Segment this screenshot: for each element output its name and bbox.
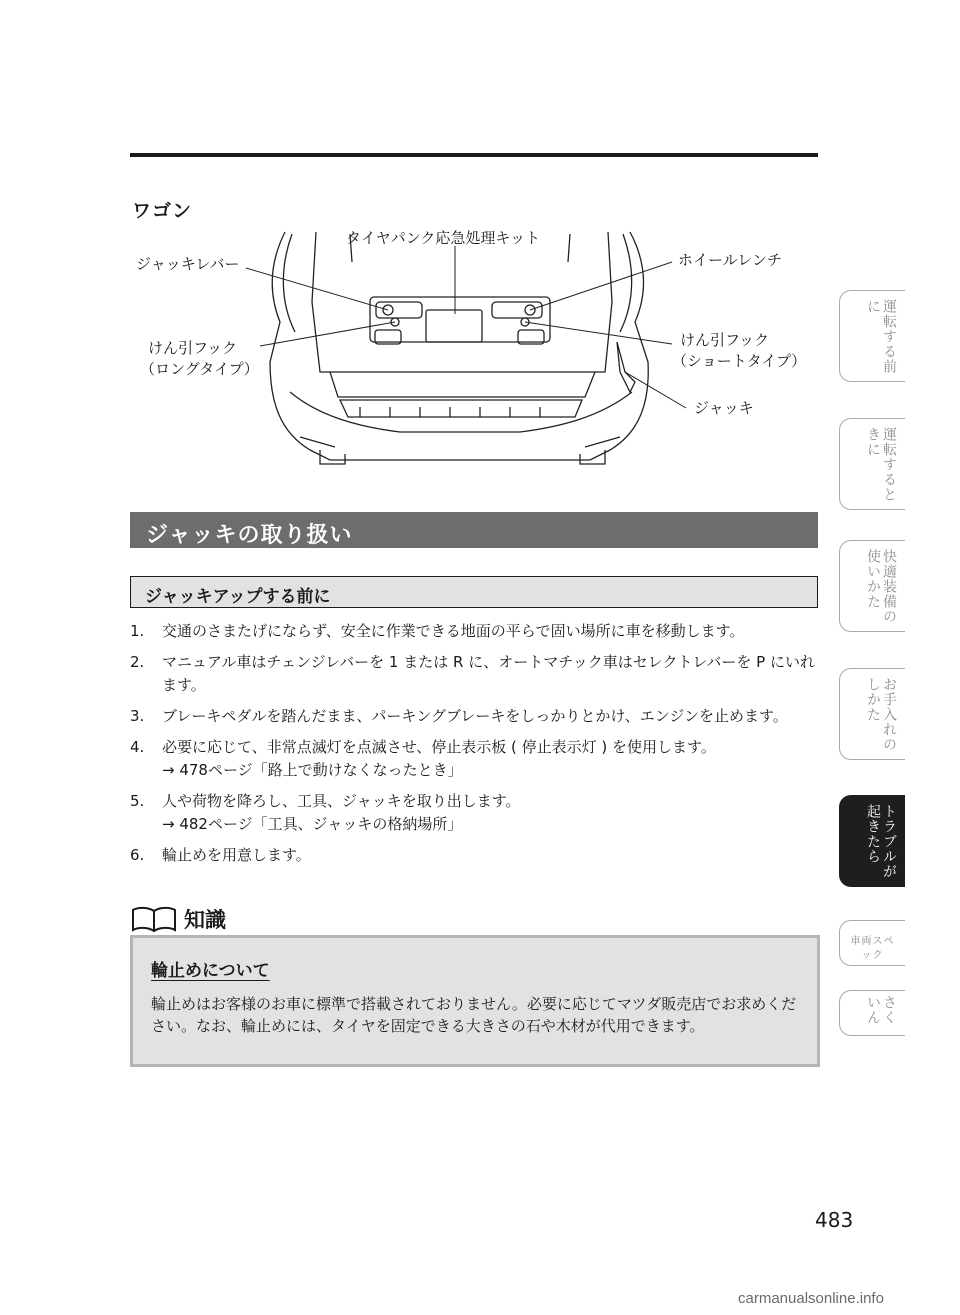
page-reference: → 478ページ「路上で動けなくなったとき」 (162, 761, 463, 779)
callout-tow-hook-long-2: （ロングタイプ） (140, 360, 259, 378)
step-item (130, 705, 820, 728)
callout-repair-kit: タイヤパンク応急処理キット (346, 229, 541, 247)
step-text: 人や荷物を降ろし、工具、ジャッキを取り出します。 (162, 792, 521, 810)
callout-tow-hook-short-1: けん引フック (680, 331, 769, 349)
page-reference: → 482ページ「工具、ジャッキの格納場所」 (162, 815, 463, 833)
tab-while-driving[interactable] (839, 418, 905, 510)
step-number: 6. (130, 846, 145, 864)
section-heading: ジャッキの取り扱い (130, 512, 818, 548)
step-number: 2. (130, 653, 145, 671)
steps-list (130, 620, 820, 875)
step-text: 輪止めを用意します。 (162, 846, 311, 864)
tab-label: さくいん (865, 995, 897, 1025)
tab-before-driving[interactable] (839, 290, 905, 382)
watermark: carmanualsonline.info (738, 1290, 884, 1307)
tab-maintenance[interactable] (839, 668, 905, 760)
sub-heading: ジャッキアップする前に (130, 576, 818, 608)
open-book-icon (130, 905, 178, 933)
step-text: 必要に応じて、非常点滅灯を点滅させ、停止表示板 ( 停止表示灯 ) を使用します。 (162, 738, 716, 756)
tab-label: 運転するときに (865, 427, 897, 502)
callout-tow-hook-short-2: （ショートタイプ） (672, 352, 807, 370)
note-body: 輪止めはお客様のお車に標準で搭載されておりません。必要に応じてマツダ販売店でお求めください。なお、輪止めには、タイヤを固定できる大きさの石や木材が代用できます。 (151, 995, 797, 1035)
tab-comfort-features[interactable] (839, 540, 905, 632)
step-item (130, 790, 820, 836)
tab-label: 快適装備の使いかた (865, 549, 897, 624)
callout-jack: ジャッキ (694, 399, 754, 417)
tab-index[interactable] (839, 990, 905, 1036)
step-item (130, 651, 820, 697)
tab-specifications[interactable] (839, 920, 905, 966)
knowledge-title (130, 904, 226, 934)
tab-troubleshooting[interactable] (839, 795, 905, 887)
step-number: 3. (130, 707, 145, 725)
page-number: 483 (815, 1208, 854, 1232)
top-rule (130, 153, 818, 157)
callout-wheel-wrench: ホイールレンチ (678, 251, 782, 269)
tab-label: トラブルが起きたら (865, 804, 897, 879)
knowledge-label: 知識 (184, 908, 226, 932)
step-text: マニュアル車はチェンジレバーを 1 または R に、オートマチック車はセレクトレバーを P にいれます。 (162, 653, 815, 694)
step-text: 交通のさまたげにならず、安全に作業できる地面の平らで固い場所に車を移動します。 (162, 622, 745, 640)
step-text: ブレーキペダルを踏んだまま、パーキングブレーキをしっかりとかけ、エンジンを止めます。 (162, 707, 788, 725)
step-number: 5. (130, 792, 145, 810)
tab-label: 運転する前に (865, 299, 897, 374)
step-number: 1. (130, 622, 145, 640)
tab-label: お手入れのしかた (865, 677, 897, 752)
step-item (130, 620, 820, 643)
callout-tow-hook-long-1: けん引フック (148, 339, 237, 357)
note-heading: 輪止めについて (151, 961, 270, 981)
step-item (130, 736, 820, 782)
section-title: ワゴン (132, 200, 193, 222)
callout-jack-lever: ジャッキレバー (136, 255, 240, 273)
note-box (130, 935, 820, 1067)
step-item (130, 844, 820, 867)
tab-label: 車両スペック (850, 936, 895, 961)
trunk-figure (120, 222, 820, 474)
step-number: 4. (130, 738, 145, 756)
